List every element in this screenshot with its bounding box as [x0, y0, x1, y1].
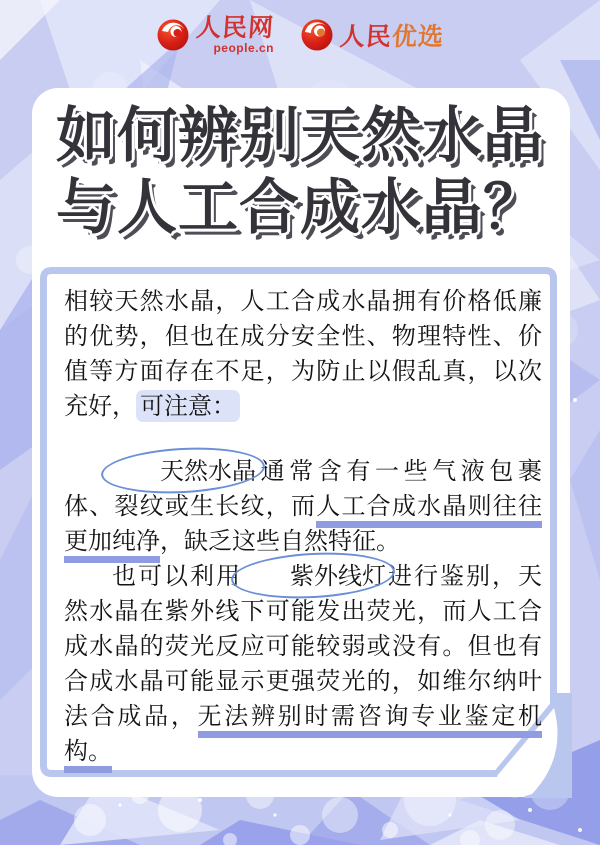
title-line-1: 如何辨别天然水晶	[56, 102, 544, 169]
peoples-daily-logo-text: 人民网	[195, 14, 275, 42]
people-cn-url-text: people.cn	[213, 41, 274, 55]
logo-bar	[0, 16, 600, 54]
text-segment: 进行鉴别，天然水晶在紫外线下可能发出荧光，而人工合成水晶的荧光反应可能较弱或没有。但也有合成水晶可能显示更强荧光的，如维尔纳叶法合成品，	[64, 563, 542, 730]
text-segment: 相较天然水晶，人工合成水晶拥有价格低廉的优势，但也在成分安全性、物理特性、价值等方面存在不足，为防止以假乱真，以次充好，	[64, 288, 542, 420]
renmin-youxuan-swirl-icon	[300, 18, 334, 52]
text-segment: ，缺乏这些自然特征。	[160, 528, 400, 555]
underlined-text: 无法辨别时需咨询专业鉴定机构。	[64, 703, 542, 773]
underlined-text: 人工合成水晶则往往更加纯净	[64, 493, 542, 563]
text-segment: 也可以利用	[112, 563, 242, 590]
circled-keyword: 紫外线灯	[242, 559, 386, 594]
body-paragraph	[64, 559, 542, 769]
peoples-daily-online-logo	[156, 16, 274, 54]
title-line-2: 与人工合成水晶？	[56, 174, 544, 241]
renmin-youxuan-logo	[300, 17, 444, 53]
page-title	[0, 100, 600, 244]
renmin-youxuan-logo-text: 人民优选	[338, 23, 445, 51]
text-segment: 通常含有一些气液包裹体、裂纹或生长纹，而	[64, 458, 542, 520]
body-paragraph	[64, 454, 542, 559]
peoples-daily-globe-icon	[156, 18, 190, 52]
card-body-text	[64, 284, 542, 769]
circled-keyword: 天然水晶	[112, 454, 256, 489]
highlighted-text: 可注意：	[136, 390, 240, 422]
body-paragraph	[64, 284, 542, 424]
